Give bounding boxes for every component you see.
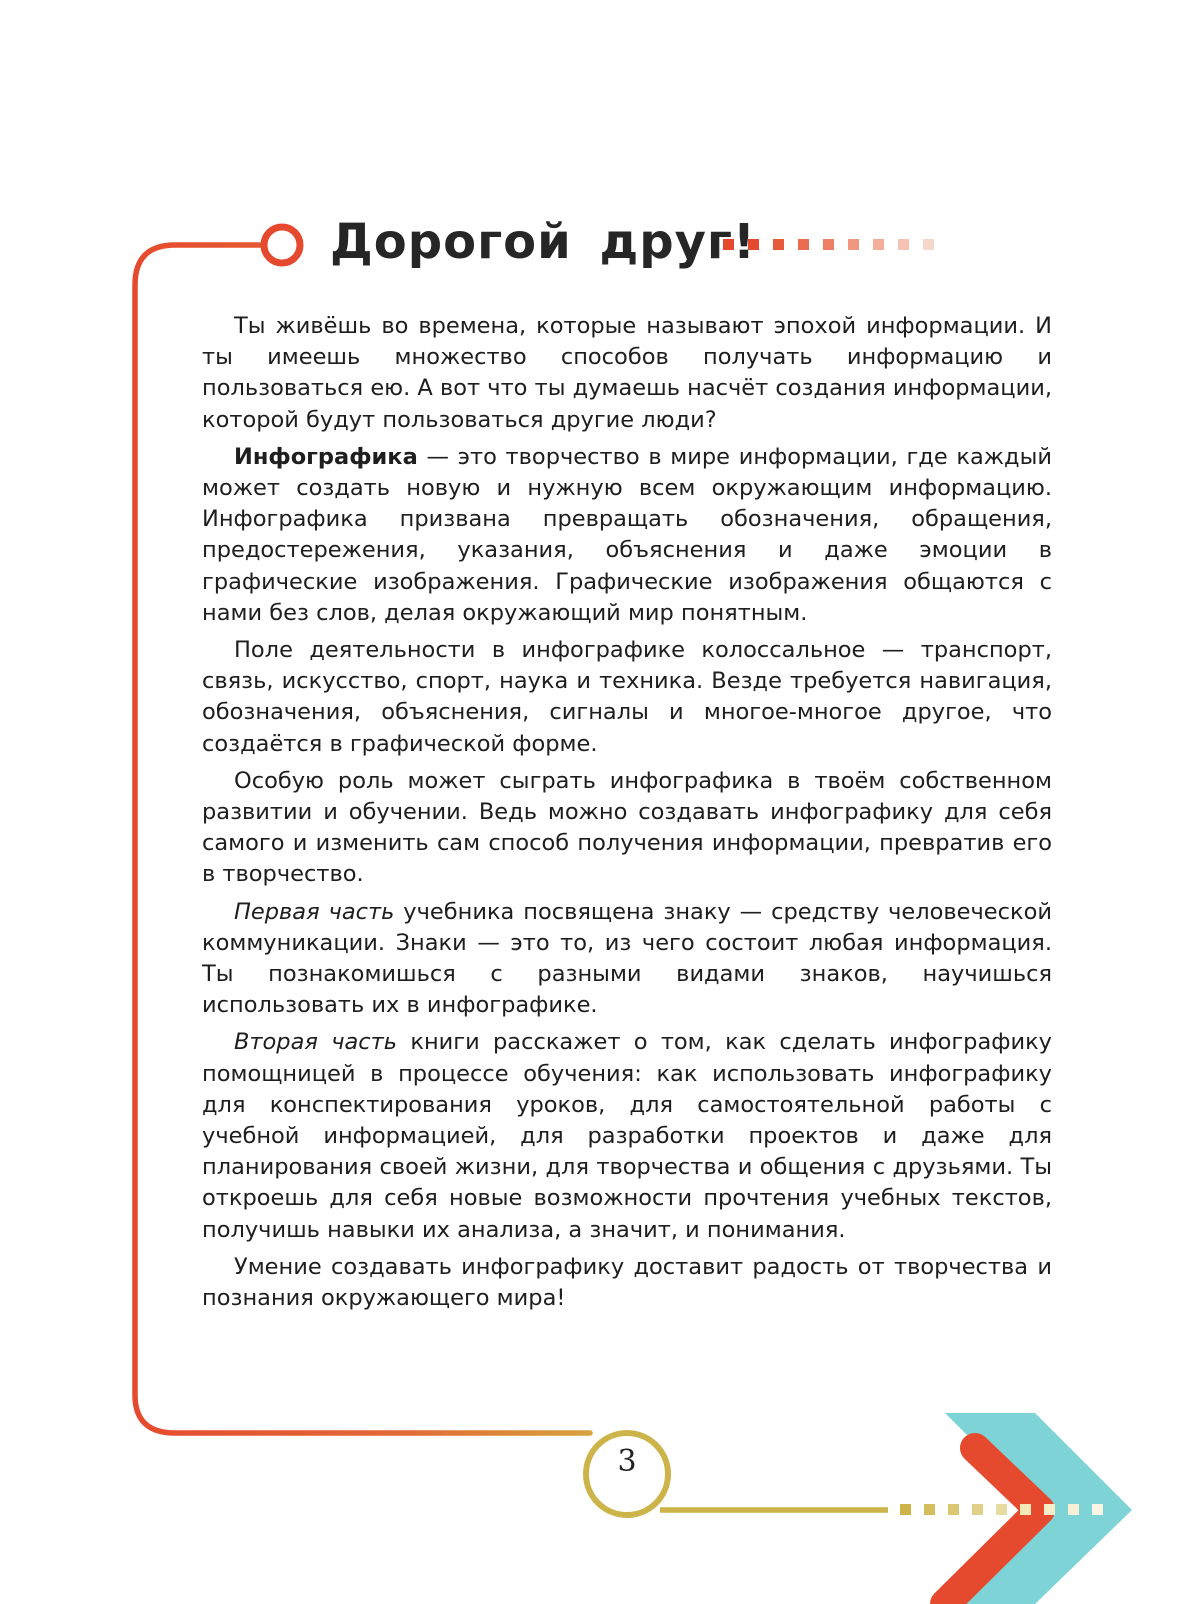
italic-term: Вторая часть xyxy=(234,1029,398,1056)
paragraph xyxy=(202,635,1052,760)
page-number: 3 xyxy=(617,1444,637,1479)
paragraph xyxy=(202,442,1052,629)
paragraph-text: Особую роль может сыграть инфографика в твоём собственном развитии и обучении. Ведь можно создавать инфографику для себя самого и изменить сам способ получения информации, превратив его в творчество. xyxy=(202,767,1052,888)
bold-term: Инфографика xyxy=(234,443,418,470)
ring-marker-icon xyxy=(264,227,300,263)
paragraph-text: Умение создавать инфографику доставит радость от творчества и познания окружающего мира! xyxy=(202,1253,1052,1312)
paragraph-text: Поле деятельности в инфографике колоссальное — транспорт, связь, искусство, спорт, наука и техника. Везде требуется навигация, обозначения, объяснения, сигналы и многое-многое другое, что создаётся в графической форме. xyxy=(202,637,1052,757)
paragraph xyxy=(202,311,1052,436)
paragraph xyxy=(202,897,1052,1022)
paragraph-text: книги расскажет о том, как сделать инфографику помощницей в процессе обучения: как использовать инфографику для конспектирования уроков, для самостоятельной работы с учебной информацией, для разработки проектов и даже для планирования своей жизни, для творчества и общения с друзьями. Ты откроешь для себя новые возможности прочтения учебных текстов, получишь навыки их анализа, а значит, и понимания. xyxy=(202,1029,1052,1243)
body-text xyxy=(202,311,1052,1320)
paragraph-text: учебника посвящена знаку — средству человеческой коммуникации. Знаки — это то, из чего состоит любая информация. Ты познакомишься с разными видами знаков, научишься использовать их в инфографике. xyxy=(202,898,1052,1019)
paragraph xyxy=(202,766,1052,891)
italic-term: Первая часть xyxy=(234,898,395,925)
paragraph xyxy=(202,1252,1052,1314)
paragraph xyxy=(202,1027,1052,1245)
paragraph-text: — это творчество в мире информации, где каждый может создать новую и нужную всем окружающим информацию. Инфографика призвана превращать обозначения, обращения, предостережения, указания, объяснения и даже эмоции в графические изображения. Графические изображения общаются с нами без слов, делая окружающий мир понятным. xyxy=(202,443,1052,626)
page-title: Дорогой друг! xyxy=(330,214,756,270)
paragraph-text: Ты живёшь во времена, которые называют эпохой информации. И ты имеешь множество способов получать информацию и пользоваться ею. А вот что ты думаешь насчёт создания информации, которой будут пользоваться другие люди? xyxy=(202,313,1052,433)
